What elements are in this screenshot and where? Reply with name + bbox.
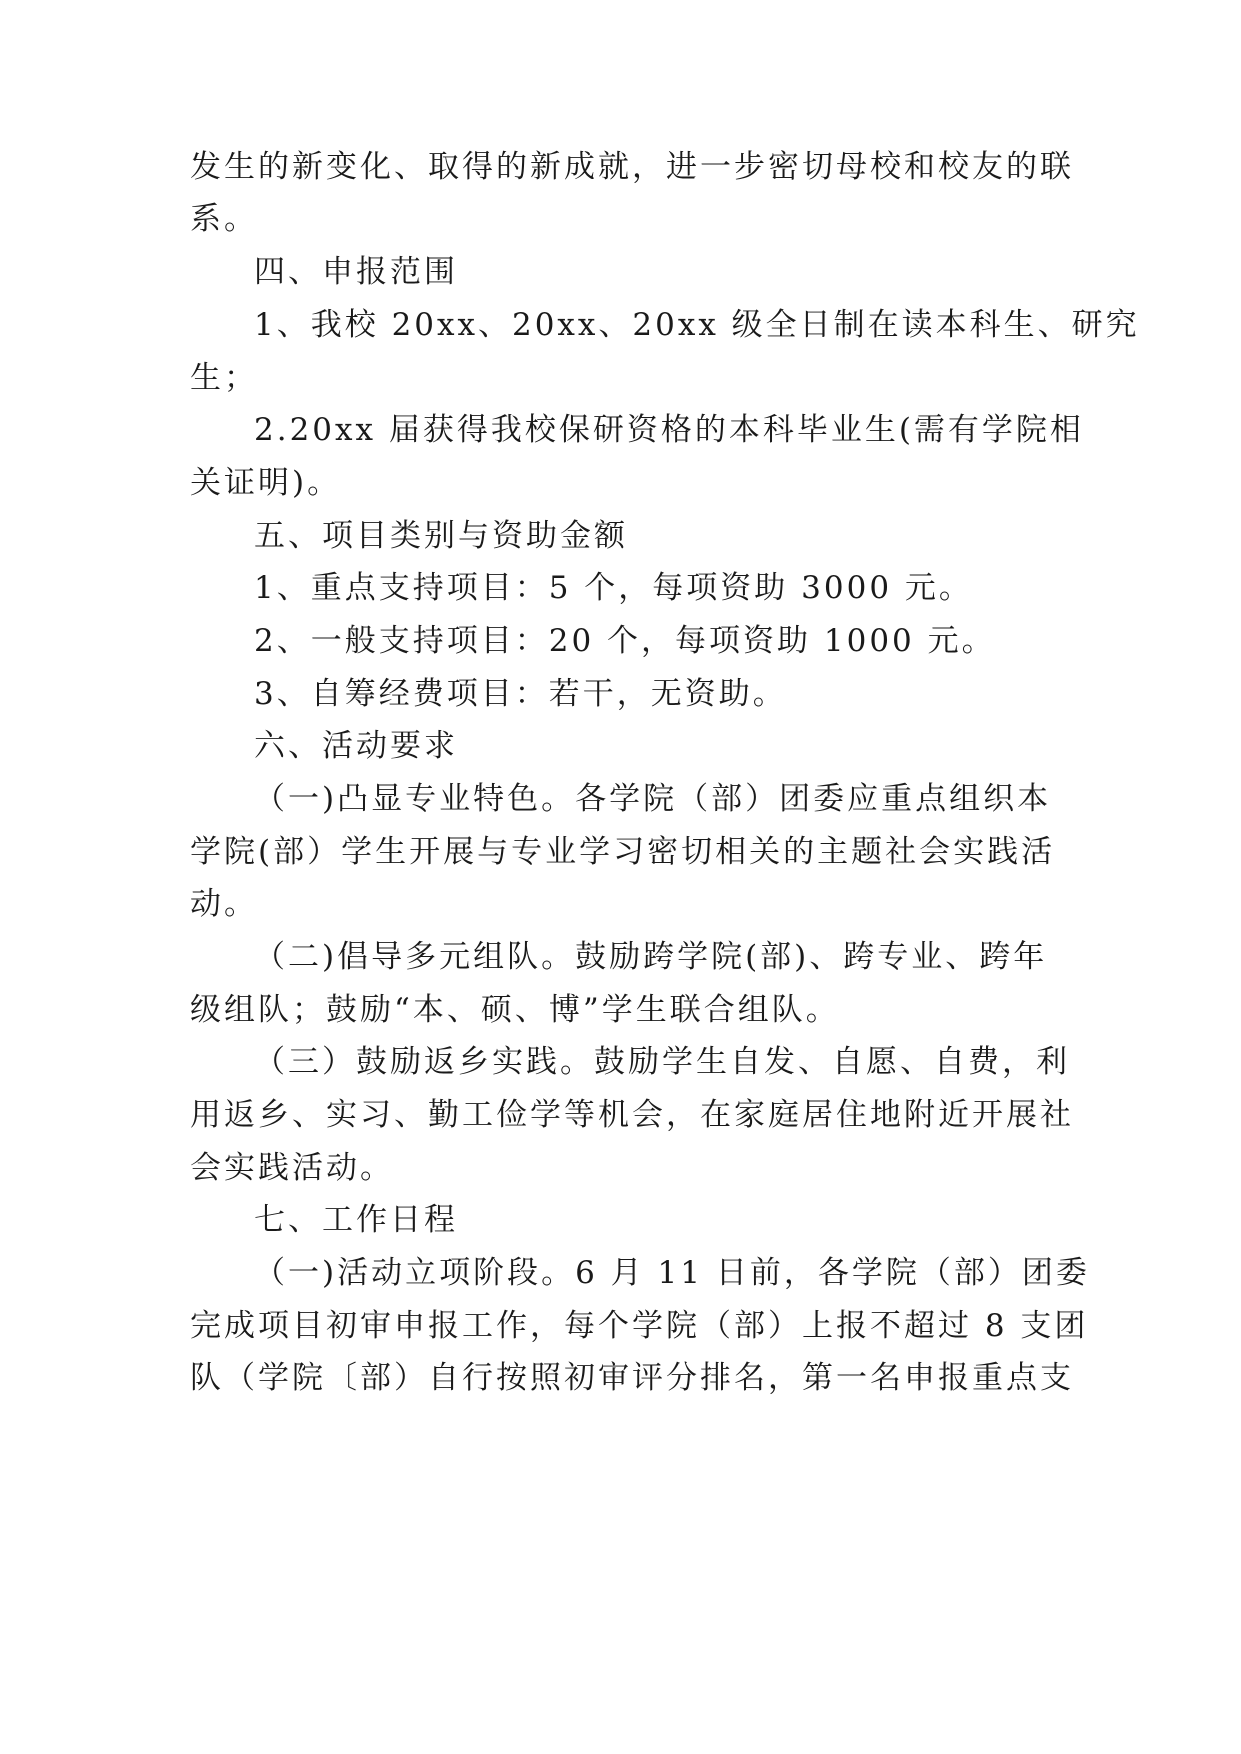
text-line: 会实践活动。 bbox=[190, 1150, 394, 1186]
text-line: 队（学院〔部）自行按照初审评分排名，第一名申报重点支 bbox=[190, 1360, 1074, 1396]
section-heading: 五、项目类别与资助金额 bbox=[254, 518, 628, 554]
text-line: 完成项目初审申报工作，每个学院（部）上报不超过 8 支团 bbox=[190, 1308, 1089, 1344]
text-line: 级组队；鼓励“本、硕、博”学生联合组队。 bbox=[190, 992, 840, 1028]
text-line: 关证明)。 bbox=[190, 465, 342, 501]
text-line: 2.20xx 届获得我校保研资格的本科毕业生(需有学院相 bbox=[254, 412, 1084, 448]
section-heading: 六、活动要求 bbox=[254, 728, 458, 764]
text-line: 3、自筹经费项目：若干，无资助。 bbox=[254, 676, 787, 712]
text-line: 发生的新变化、取得的新成就，进一步密切母校和校友的联 bbox=[190, 149, 1074, 185]
section-heading: 七、工作日程 bbox=[254, 1202, 458, 1238]
text-line: 用返乡、实习、勤工俭学等机会，在家庭居住地附近开展社 bbox=[190, 1097, 1074, 1133]
text-line: （二)倡导多元组队。鼓励跨学院(部)、跨专业、跨年 bbox=[254, 939, 1048, 975]
text-line: 1、我校 20xx、20xx、20xx 级全日制在读本科生、研究 bbox=[254, 307, 1140, 343]
text-line: 学院(部）学生开展与专业学习密切相关的主题社会实践活 bbox=[190, 834, 1056, 870]
text-line: 2、一般支持项目：20 个，每项资助 1000 元。 bbox=[254, 623, 996, 659]
text-line: （三）鼓励返乡实践。鼓励学生自发、自愿、自费，利 bbox=[254, 1044, 1070, 1080]
text-line: 1、重点支持项目：5 个，每项资助 3000 元。 bbox=[254, 570, 973, 606]
text-line: （一)凸显专业特色。各学院（部）团委应重点组织本 bbox=[254, 781, 1052, 817]
text-line: 动。 bbox=[190, 886, 258, 922]
section-heading: 四、申报范围 bbox=[254, 254, 458, 290]
text-line: 生； bbox=[190, 360, 258, 396]
text-line: （一)活动立项阶段。6 月 11 日前，各学院（部）团委 bbox=[254, 1255, 1090, 1291]
text-line: 系。 bbox=[190, 201, 258, 237]
